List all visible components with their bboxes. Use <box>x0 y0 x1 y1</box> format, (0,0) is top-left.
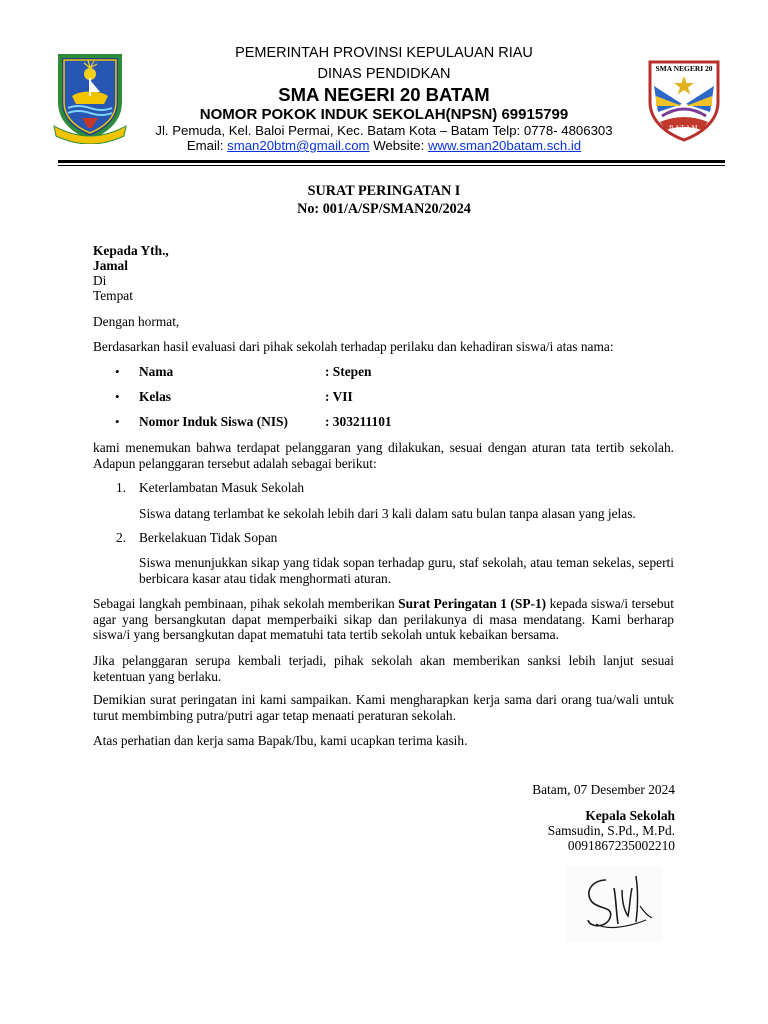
department-name: DINAS PENDIDKAN <box>317 66 451 82</box>
contact-line <box>120 138 648 153</box>
student-class-label: Kelas <box>139 389 171 404</box>
greeting: Dengan hormat, <box>93 314 180 329</box>
school-npsn: NOMOR POKOK INDUK SEKOLAH(NPSN) 69915799 <box>199 106 569 123</box>
letter-title: SURAT PERINGATAN I <box>307 183 461 199</box>
violation-number: 1. <box>116 480 127 495</box>
bullet-icon: • <box>115 414 120 429</box>
signer-id: 0091867235002210 <box>567 838 675 853</box>
violation-title: Keterlambatan Masuk Sekolah <box>139 480 305 495</box>
addressee-label: Kepada Yth., <box>93 243 169 258</box>
intro-paragraph: Berdasarkan hasil evaluasi dari pihak sekolah terhadap perilaku dan kehadiran siswa/i atas nama: <box>93 339 614 354</box>
school-emblem-logo <box>644 56 724 142</box>
province-emblem-logo <box>52 52 128 144</box>
school-name: SMA NEGERI 20 BATAM <box>278 84 490 105</box>
addressee-di: Di <box>93 273 107 288</box>
letterhead-divider-thick <box>58 160 725 163</box>
email-link[interactable]: sman20btm@gmail.com <box>227 138 370 153</box>
letterhead <box>0 0 768 170</box>
sanction-paragraph <box>93 596 674 643</box>
student-nis-value: : 303211101 <box>325 414 392 429</box>
letterhead-divider-thin <box>58 165 725 166</box>
signer-name: Samsudin, S.Pd., M.Pd. <box>547 823 675 838</box>
finding-paragraph: kami menemukan bahwa terdapat pelanggaran yang dilakukan, sesuai dengan aturan tata tertib sekolah. Adapun pelanggaran tersebut adalah sebagai berikut: <box>93 440 674 471</box>
school-emblem-bottom-text <box>0 0 1 1</box>
province-emblem-motto <box>0 0 1 1</box>
handwritten-signature <box>566 866 662 942</box>
government-name: PEMERINTAH PROVINSI KEPULAUAN RIAU <box>235 45 533 61</box>
addressee-name: Jamal <box>93 258 128 273</box>
student-nis-label: Nomor Induk Siswa (NIS) <box>139 414 288 429</box>
website-label: Website: <box>373 138 425 153</box>
student-name-label: Nama <box>139 364 174 379</box>
letter-number: No: 001/A/SP/SMAN20/2024 <box>297 201 471 217</box>
violation-detail: Siswa datang terlambat ke sekolah lebih dari 3 kali dalam satu bulan tanpa alasan yang jelas. <box>139 506 636 521</box>
website-link[interactable]: www.sman20batam.sch.id <box>427 138 582 153</box>
svg-text:BATAM: BATAM <box>669 124 699 131</box>
warning-paragraph: Jika pelanggaran serupa kembali terjadi, pihak sekolah akan memberikan sanksi lebih lanjut sesuai ketentuan yang berlaku. <box>93 653 674 684</box>
bullet-icon: • <box>115 389 120 404</box>
addressee-place: Tempat <box>93 288 133 303</box>
signer-title: Kepala Sekolah <box>585 808 675 823</box>
student-class-value: : VII <box>325 389 353 404</box>
thanks-paragraph: Atas perhatian dan kerja sama Bapak/Ibu, kami ucapkan terima kasih. <box>93 733 468 748</box>
student-name-value: : Stepen <box>325 364 372 379</box>
svg-text:SMA NEGERI 20: SMA NEGERI 20 <box>655 64 713 73</box>
closing-paragraph: Demikian surat peringatan ini kami sampaikan. Kami mengharapkan kerja sama dari orang tua/wali untuk turut membimbing putra/putri agar tetap menaati peraturan sekolah. <box>93 692 674 723</box>
violation-title: Berkelakuan Tidak Sopan <box>139 530 278 545</box>
email-label: Email: <box>186 138 224 153</box>
school-address: Jl. Pemuda, Kel. Baloi Permai, Kec. Batam Kota – Batam Telp: 0778- 4806303 <box>155 123 613 138</box>
bullet-icon: • <box>115 364 120 379</box>
sanction-text-start: Sebagai langkah pembinaan, pihak sekolah memberikan <box>93 596 399 611</box>
school-emblem-top-text <box>0 0 1 1</box>
violation-detail: Siswa menunjukkan sikap yang tidak sopan terhadap guru, staf sekolah, atau teman sekelas, seperti berbicara kasar atau tidak menghormati aturan. <box>139 555 674 586</box>
place-date: Batam, 07 Desember 2024 <box>532 782 675 797</box>
sanction-text-end: kepada siswa/i tersebut agar yang bersangkutan dapat memperbaiki sikap dan perilakunya di masa mendatang. Kami berharap siswa/i yang bersangkutan dapat mematuhi tata tertib sekolah untuk kebaikan bersama. <box>93 596 674 642</box>
sanction-type: Surat Peringatan 1 (SP-1) <box>398 596 547 611</box>
violation-number: 2. <box>116 530 127 545</box>
